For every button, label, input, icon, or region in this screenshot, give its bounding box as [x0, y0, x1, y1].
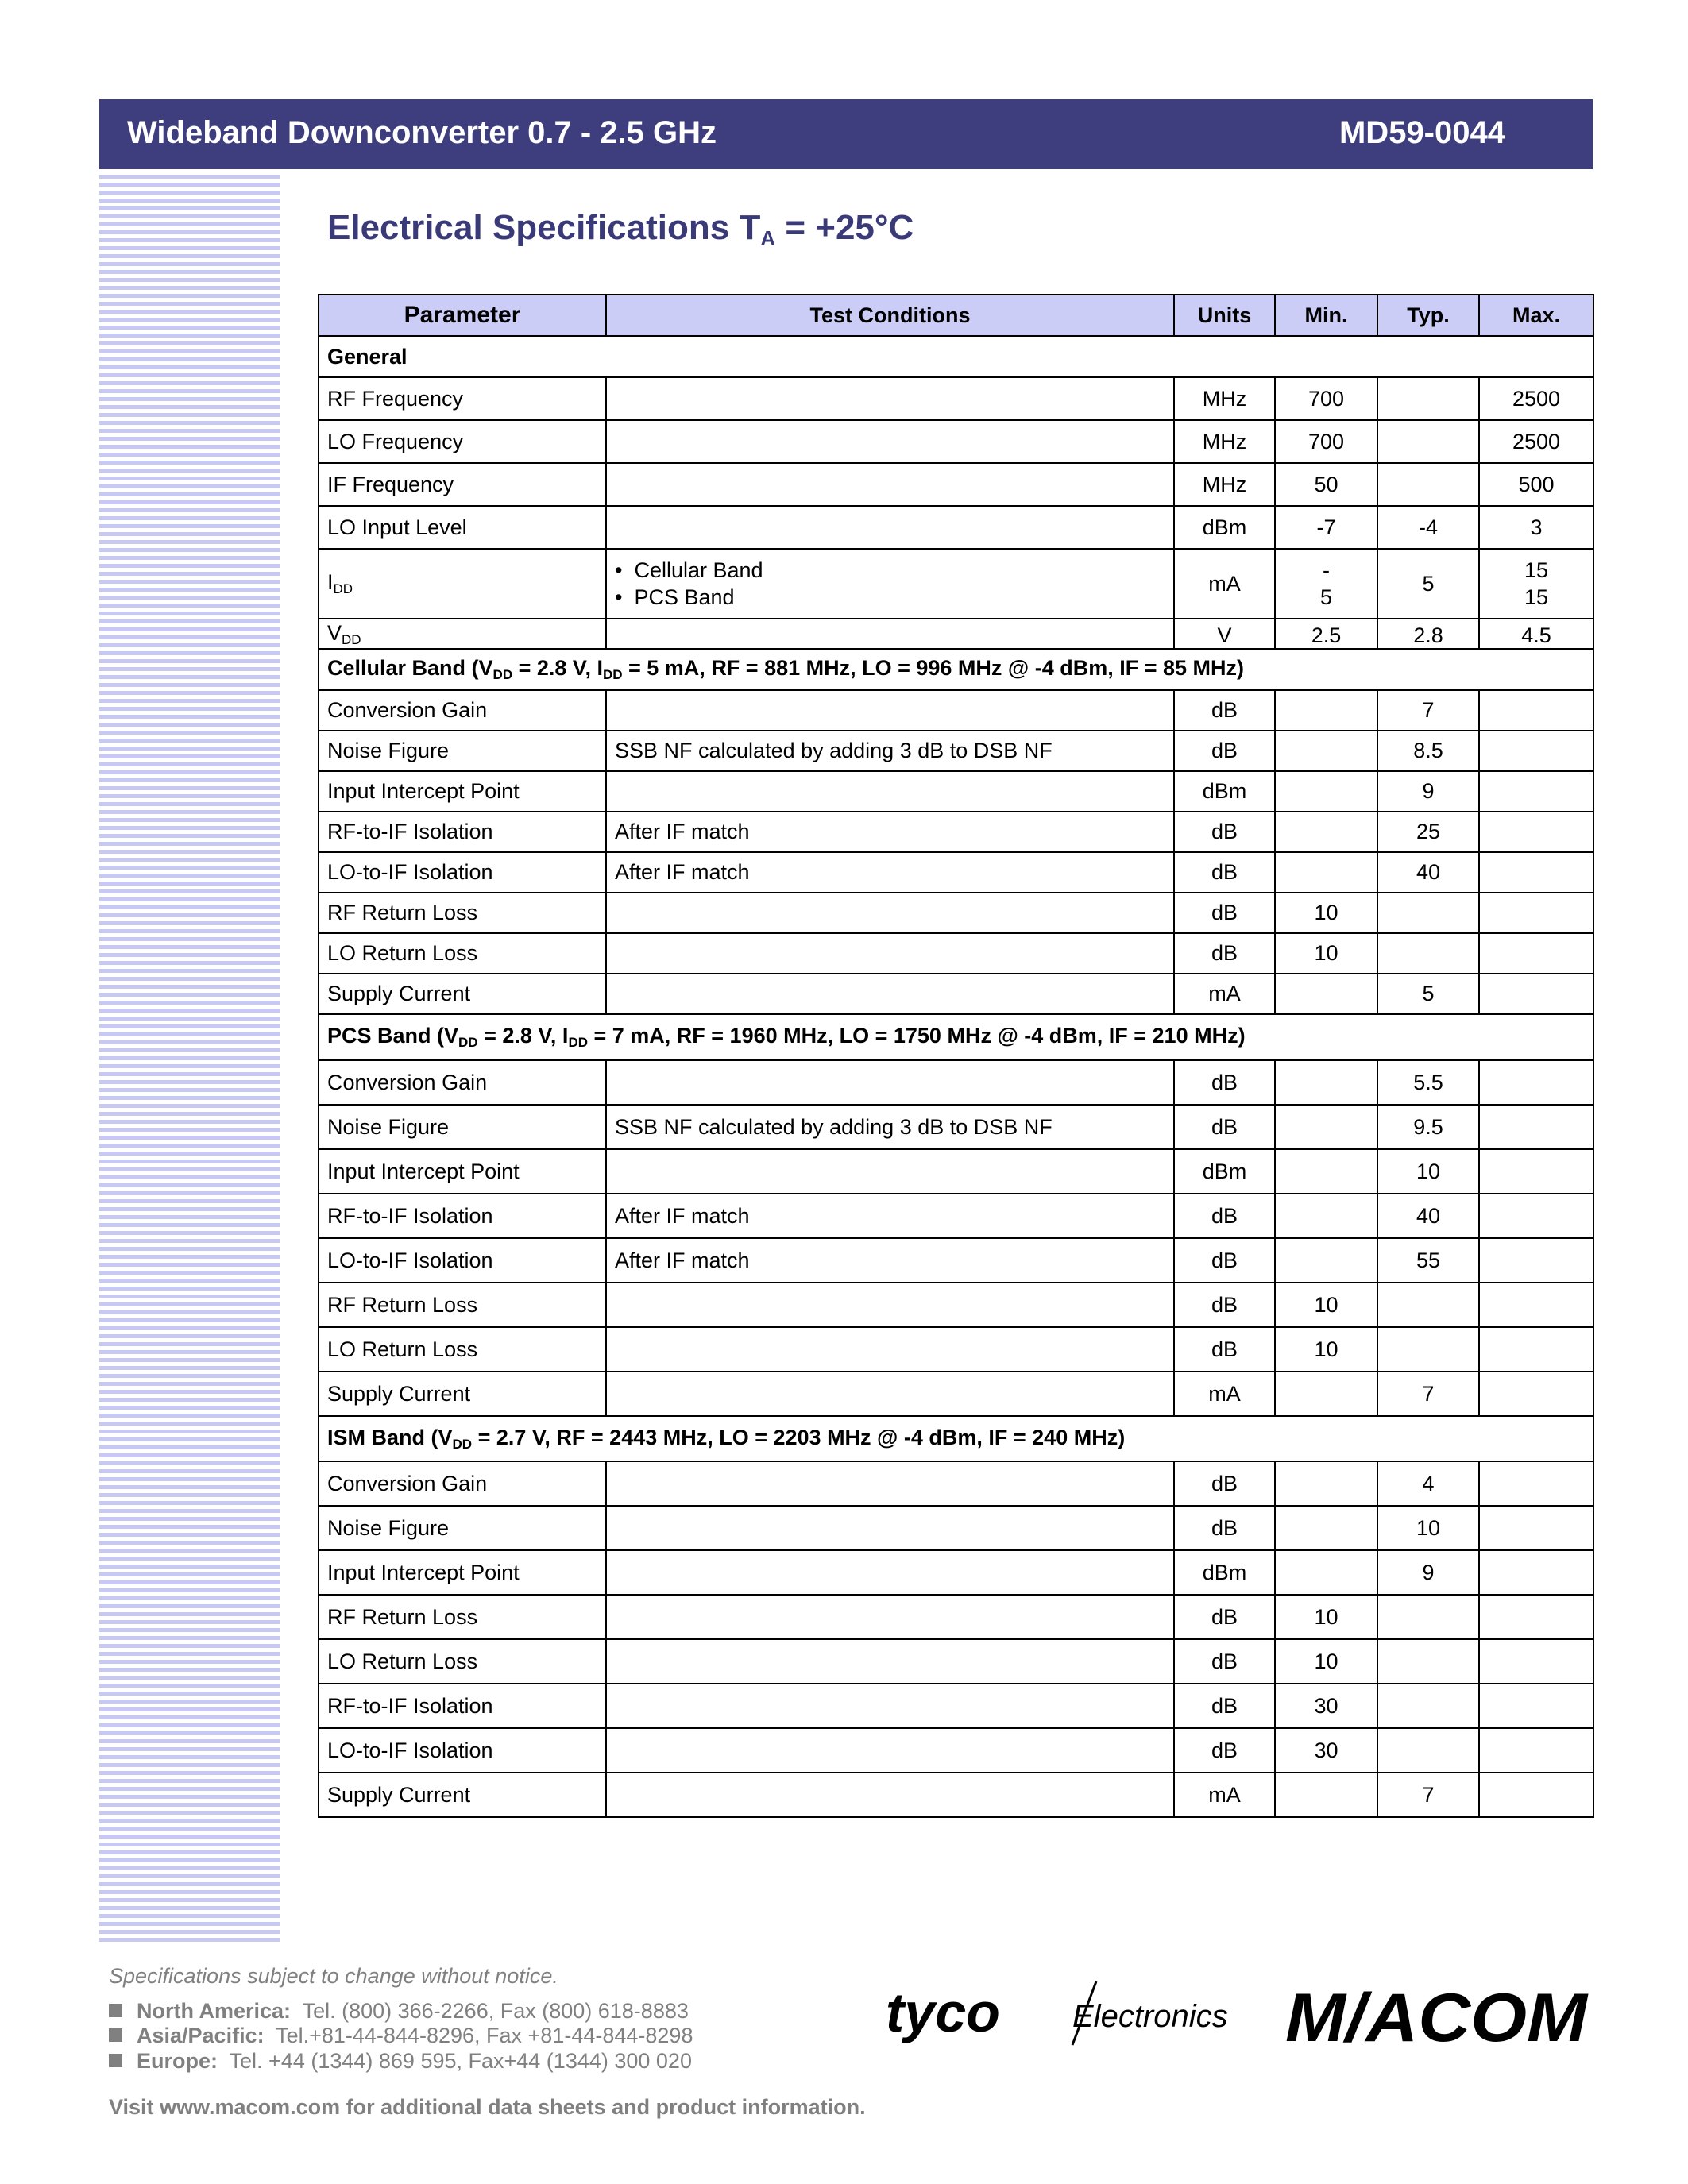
- row-max: [1479, 1639, 1593, 1684]
- visit-link-text[interactable]: Visit www.macom.com for additional data sheets and product information.: [109, 2095, 866, 2119]
- row-conditions: [606, 1372, 1174, 1416]
- idd-conditions: • Cellular Band • PCS Band: [606, 549, 1174, 619]
- row-units: dB: [1174, 1238, 1275, 1283]
- row-param: RF Return Loss: [319, 1595, 606, 1639]
- table-row: LO Input Level dBm -7 -4 3: [319, 506, 1593, 549]
- row-typ: [1377, 1595, 1479, 1639]
- row-max: [1479, 1149, 1593, 1194]
- row-typ: 7: [1377, 1773, 1479, 1817]
- row-max: [1479, 1283, 1593, 1327]
- contact-north-america: North America: Tel. (800) 366-2266, Fax (800) 618-8883: [109, 1999, 689, 2024]
- col-header-parameter: Parameter: [319, 295, 606, 336]
- idd-param: $I_{DD}$: [319, 549, 606, 619]
- table-row: [319, 1060, 1593, 1105]
- section-ism: ISM Band ($V_{DD} = 2.7$ V, RF = 2443 MHz, LO = 2203 MHz @ -4 dBm, IF = 240 MHz): [319, 1416, 1593, 1461]
- row-units: dB: [1174, 1728, 1275, 1773]
- row-min: [1275, 1194, 1377, 1238]
- col-header-min: Min.: [1275, 295, 1377, 336]
- row-units: dB: [1174, 893, 1275, 933]
- row-typ: 25: [1377, 812, 1479, 852]
- table-row: [319, 933, 1593, 974]
- row-conditions: [606, 1639, 1174, 1684]
- row-units: dBm: [1174, 1550, 1275, 1595]
- table-row: [319, 1595, 1593, 1639]
- table-row: [319, 771, 1593, 812]
- section-heading: Electrical Specifications $T_A = +25^\circ C$: [327, 208, 914, 250]
- row-typ: 10: [1377, 1506, 1479, 1550]
- table-row: [319, 1728, 1593, 1773]
- row-conditions: [606, 771, 1174, 812]
- row-min: [1275, 1060, 1377, 1105]
- table-row-vdd: $V_{DD}$ V 2.5 2.8 4.5: [319, 619, 1593, 649]
- row-conditions: [606, 690, 1174, 731]
- row-conditions: [606, 893, 1174, 933]
- row-conditions: SSB NF calculated by adding 3 dB to DSB NF: [606, 731, 1174, 771]
- row-conditions: [606, 1149, 1174, 1194]
- table-row: [319, 690, 1593, 731]
- col-header-typ: Typ.: [1377, 295, 1479, 336]
- row-conditions: [606, 1595, 1174, 1639]
- row-min: [1275, 1149, 1377, 1194]
- row-min: 10: [1275, 1283, 1377, 1327]
- contact-asia-pacific: Asia/Pacific: Tel.+81-44-844-8296, Fax +81-44-844-8298: [109, 2024, 693, 2048]
- row-max: [1479, 812, 1593, 852]
- row-param: RF-to-IF Isolation: [319, 1194, 606, 1238]
- row-param: RF-to-IF Isolation: [319, 1684, 606, 1728]
- row-units: dB: [1174, 1327, 1275, 1372]
- row-typ: 9: [1377, 1550, 1479, 1595]
- row-max: [1479, 1238, 1593, 1283]
- row-max: [1479, 974, 1593, 1014]
- row-conditions: [606, 1461, 1174, 1506]
- row-param: LO-to-IF Isolation: [319, 1728, 606, 1773]
- table-row: IF Frequency MHz 50 500: [319, 463, 1593, 506]
- table-row: [319, 1372, 1593, 1416]
- table-row: [319, 1149, 1593, 1194]
- tyco-electronics-logo: [878, 1978, 1251, 2049]
- row-param: Input Intercept Point: [319, 771, 606, 812]
- row-units: dB: [1174, 1461, 1275, 1506]
- row-typ: 7: [1377, 690, 1479, 731]
- row-units: dBm: [1174, 1149, 1275, 1194]
- row-param: Conversion Gain: [319, 1060, 606, 1105]
- row-typ: [1377, 1327, 1479, 1372]
- row-min: [1275, 1550, 1377, 1595]
- row-typ: [1377, 1728, 1479, 1773]
- section-cellular: Cellular Band ($V_{DD} = 2.8$ V, $I_{DD} = 5$ mA, RF = 881 MHz, LO = 996 MHz @ -4 dBm, IF = 85 MHz): [319, 649, 1593, 690]
- table-row: [319, 731, 1593, 771]
- col-header-units: Units: [1174, 295, 1275, 336]
- row-min: 30: [1275, 1728, 1377, 1773]
- row-units: dB: [1174, 852, 1275, 893]
- row-conditions: [606, 1550, 1174, 1595]
- row-conditions: After IF match: [606, 1238, 1174, 1283]
- row-conditions: [606, 1773, 1174, 1817]
- svg-text:tyco: tyco: [886, 1981, 1000, 2043]
- row-max: [1479, 1060, 1593, 1105]
- row-param: LO Return Loss: [319, 1327, 606, 1372]
- table-row: [319, 974, 1593, 1014]
- table-row: [319, 812, 1593, 852]
- row-typ: [1377, 1684, 1479, 1728]
- table-row: [319, 1105, 1593, 1149]
- row-typ: 9.5: [1377, 1105, 1479, 1149]
- row-max: [1479, 893, 1593, 933]
- row-conditions: After IF match: [606, 812, 1174, 852]
- row-conditions: [606, 1728, 1174, 1773]
- table-row-idd: $I_{DD}$ • Cellular Band • PCS Band mA - 5 5 15 15: [319, 549, 1593, 619]
- row-conditions: [606, 974, 1174, 1014]
- row-max: [1479, 852, 1593, 893]
- row-typ: [1377, 893, 1479, 933]
- row-param: LO-to-IF Isolation: [319, 852, 606, 893]
- row-param: LO Return Loss: [319, 1639, 606, 1684]
- row-param: Noise Figure: [319, 731, 606, 771]
- cellular-rows: [319, 690, 1593, 1014]
- row-typ: 55: [1377, 1238, 1479, 1283]
- row-units: dB: [1174, 1194, 1275, 1238]
- title-banner: [99, 99, 1593, 169]
- row-units: dB: [1174, 1060, 1275, 1105]
- section-general: General: [319, 336, 1593, 377]
- row-min: 10: [1275, 1595, 1377, 1639]
- row-conditions: After IF match: [606, 852, 1174, 893]
- row-typ: 10: [1377, 1149, 1479, 1194]
- document-title: Wideband Downconverter 0.7 - 2.5 GHz: [127, 115, 717, 150]
- row-typ: [1377, 1283, 1479, 1327]
- contact-europe: Europe: Tel. +44 (1344) 869 595, Fax+44 (1344) 300 020: [109, 2049, 692, 2074]
- row-min: [1275, 690, 1377, 731]
- row-max: [1479, 1773, 1593, 1817]
- row-param: Conversion Gain: [319, 1461, 606, 1506]
- row-max: [1479, 1550, 1593, 1595]
- row-units: dB: [1174, 1506, 1275, 1550]
- row-conditions: [606, 933, 1174, 974]
- row-typ: 8.5: [1377, 731, 1479, 771]
- row-max: [1479, 1506, 1593, 1550]
- row-typ: 9: [1377, 771, 1479, 812]
- row-max: [1479, 1728, 1593, 1773]
- table-row: LO Frequency MHz 700 2500: [319, 420, 1593, 463]
- row-max: [1479, 771, 1593, 812]
- table-row: [319, 1283, 1593, 1327]
- row-max: [1479, 1105, 1593, 1149]
- col-header-conditions: Test Conditions: [606, 295, 1174, 336]
- row-units: dB: [1174, 1105, 1275, 1149]
- row-max: [1479, 1684, 1593, 1728]
- row-max: [1479, 933, 1593, 974]
- row-units: dB: [1174, 690, 1275, 731]
- row-min: [1275, 1773, 1377, 1817]
- decorative-stripes: [99, 175, 280, 1944]
- svg-text:M/ACOM: M/ACOM: [1285, 1980, 1590, 2056]
- row-conditions: [606, 1060, 1174, 1105]
- row-conditions: [606, 1684, 1174, 1728]
- row-param: Input Intercept Point: [319, 1149, 606, 1194]
- row-units: dB: [1174, 1595, 1275, 1639]
- row-units: mA: [1174, 974, 1275, 1014]
- row-min: [1275, 1506, 1377, 1550]
- row-max: [1479, 1327, 1593, 1372]
- row-conditions: [606, 1506, 1174, 1550]
- row-typ: [1377, 1639, 1479, 1684]
- row-typ: 5.5: [1377, 1060, 1479, 1105]
- row-conditions: SSB NF calculated by adding 3 dB to DSB NF: [606, 1105, 1174, 1149]
- row-min: 10: [1275, 893, 1377, 933]
- row-max: [1479, 1372, 1593, 1416]
- row-param: LO-to-IF Isolation: [319, 1238, 606, 1283]
- row-typ: 4: [1377, 1461, 1479, 1506]
- row-conditions: After IF match: [606, 1194, 1174, 1238]
- table-row: [319, 1461, 1593, 1506]
- table-row: [319, 1194, 1593, 1238]
- row-min: [1275, 974, 1377, 1014]
- table-row: [319, 1506, 1593, 1550]
- row-param: RF Return Loss: [319, 893, 606, 933]
- svg-text:Electronics: Electronics: [1072, 1999, 1228, 2034]
- row-param: Conversion Gain: [319, 690, 606, 731]
- row-param: Supply Current: [319, 1773, 606, 1817]
- row-min: [1275, 852, 1377, 893]
- col-header-max: Max.: [1479, 295, 1593, 336]
- table-row: [319, 893, 1593, 933]
- row-conditions: [606, 1283, 1174, 1327]
- row-conditions: [606, 1327, 1174, 1372]
- table-row: RF Frequency MHz 700 2500: [319, 377, 1593, 420]
- row-typ: 40: [1377, 1194, 1479, 1238]
- section-pcs: PCS Band ($V_{DD} = 2.8$ V, $I_{DD} = 7$ mA, RF = 1960 MHz, LO = 1750 MHz @ -4 dBm, IF = 210 MHz): [319, 1014, 1593, 1060]
- row-units: dB: [1174, 812, 1275, 852]
- table-row: [319, 1684, 1593, 1728]
- row-units: dB: [1174, 1684, 1275, 1728]
- row-typ: 40: [1377, 852, 1479, 893]
- table-row: [319, 1550, 1593, 1595]
- row-param: Noise Figure: [319, 1105, 606, 1149]
- row-param: Supply Current: [319, 1372, 606, 1416]
- row-max: [1479, 731, 1593, 771]
- row-param: Supply Current: [319, 974, 606, 1014]
- row-max: [1479, 1194, 1593, 1238]
- row-min: [1275, 812, 1377, 852]
- row-min: [1275, 731, 1377, 771]
- row-min: 10: [1275, 1639, 1377, 1684]
- table-row: [319, 1327, 1593, 1372]
- row-param: Noise Figure: [319, 1506, 606, 1550]
- table-row: [319, 852, 1593, 893]
- disclaimer: Specifications subject to change without notice.: [109, 1964, 558, 1988]
- row-min: 30: [1275, 1684, 1377, 1728]
- table-row: [319, 1773, 1593, 1817]
- row-typ: 5: [1377, 974, 1479, 1014]
- row-typ: 7: [1377, 1372, 1479, 1416]
- pcs-rows: [319, 1060, 1593, 1416]
- row-param: LO Return Loss: [319, 933, 606, 974]
- part-number: MD59-0044: [1338, 115, 1505, 150]
- row-units: dBm: [1174, 771, 1275, 812]
- row-max: [1479, 1461, 1593, 1506]
- ism-rows: [319, 1461, 1593, 1817]
- row-param: RF Return Loss: [319, 1283, 606, 1327]
- row-units: dB: [1174, 731, 1275, 771]
- row-min: [1275, 1372, 1377, 1416]
- row-min: [1275, 1461, 1377, 1506]
- table-row: [319, 1639, 1593, 1684]
- table-row: [319, 1238, 1593, 1283]
- row-max: [1479, 1595, 1593, 1639]
- row-param: RF-to-IF Isolation: [319, 812, 606, 852]
- row-units: dB: [1174, 1639, 1275, 1684]
- row-min: [1275, 1238, 1377, 1283]
- row-param: Input Intercept Point: [319, 1550, 606, 1595]
- row-units: mA: [1174, 1372, 1275, 1416]
- row-min: 10: [1275, 1327, 1377, 1372]
- row-max: [1479, 690, 1593, 731]
- table-header-row: [319, 295, 1593, 336]
- row-units: mA: [1174, 1773, 1275, 1817]
- row-min: [1275, 1105, 1377, 1149]
- row-units: dB: [1174, 933, 1275, 974]
- spec-table: [318, 294, 1594, 1818]
- macom-logo: [1285, 1978, 1595, 2065]
- row-units: dB: [1174, 1283, 1275, 1327]
- row-min: [1275, 771, 1377, 812]
- row-min: 10: [1275, 933, 1377, 974]
- row-typ: [1377, 933, 1479, 974]
